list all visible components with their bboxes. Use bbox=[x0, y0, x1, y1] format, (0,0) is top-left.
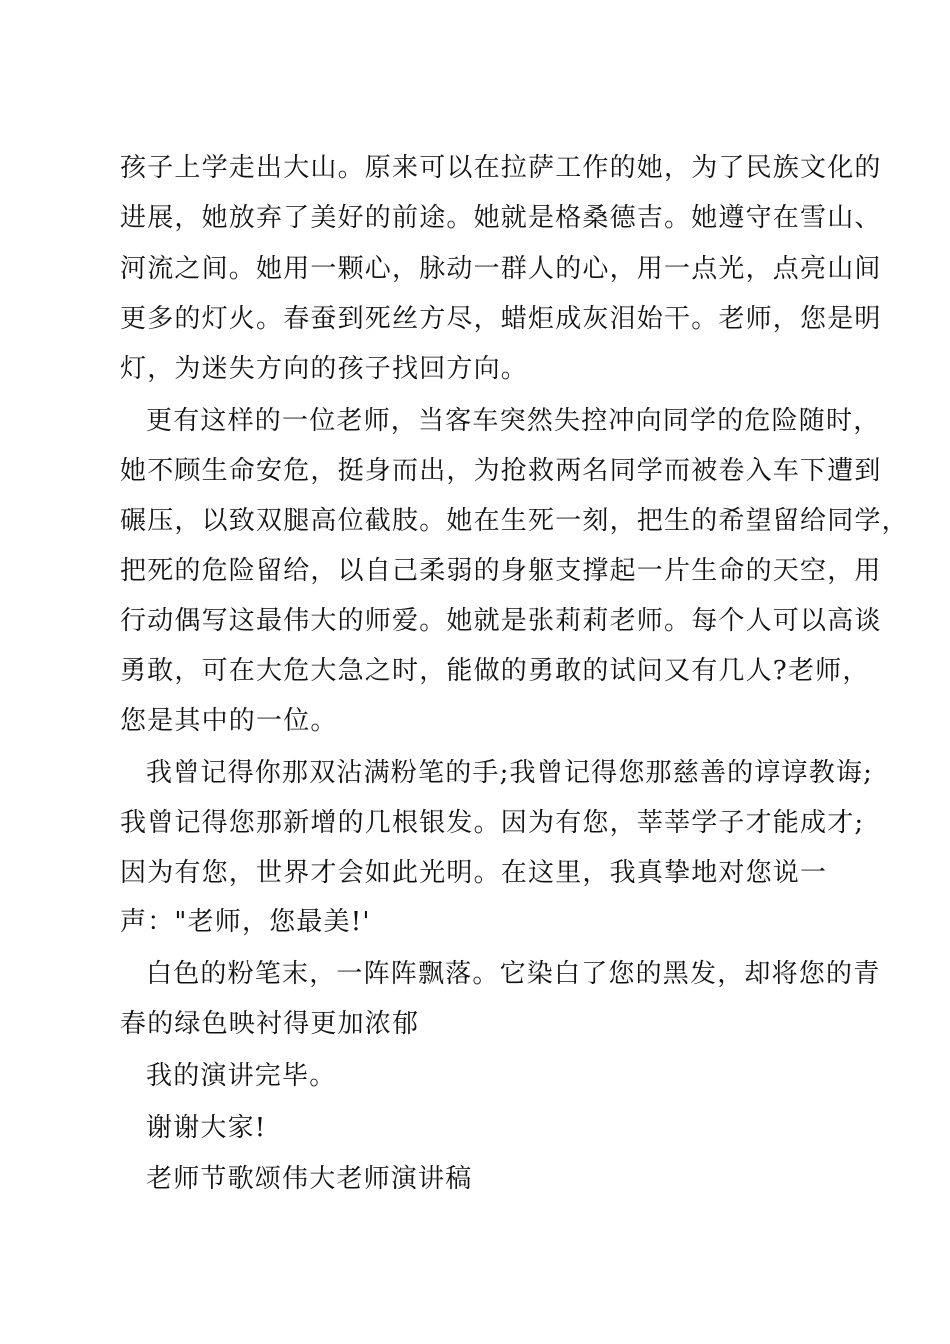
text-line: 灯，为迷失方向的孩子找回方向。 bbox=[120, 354, 529, 384]
text-line: 她不顾生命安危，挺身而出，为抢救两名同学而被卷入车下遭到 bbox=[120, 456, 882, 486]
paragraph-first-line: 白色的粉笔末，一阵阵飘落。它染白了您的黑发，却将您的青 bbox=[146, 959, 881, 989]
text-line: 孩子上学走出大山。原来可以在拉萨工作的她，为了民族文化的 bbox=[120, 153, 882, 183]
text-line: 声："老师，您最美!' bbox=[120, 907, 371, 937]
closing-line: 我的演讲完毕。 bbox=[146, 1061, 337, 1091]
text-line: 河流之间。她用一颗心，脉动一群人的心，用一点光，点亮山间 bbox=[120, 254, 882, 284]
text-line: 您是其中的一位。 bbox=[120, 706, 338, 736]
text-line: 勇敢，可在大危大急之时，能做的勇敢的试问又有几人?老师， bbox=[120, 656, 870, 686]
text-line: 因为有您，世界才会如此光明。在这里，我真挚地对您说一 bbox=[120, 858, 828, 888]
paragraph-first-line: 我曾记得你那双沾满粉笔的手;我曾记得您那慈善的谆谆教诲; bbox=[146, 758, 874, 788]
text-line: 进展，她放弃了美好的前途。她就是格桑德吉。她遵守在雪山、 bbox=[120, 203, 882, 233]
text-line: 春的绿色映衬得更加浓郁 bbox=[120, 1009, 420, 1039]
thanks-line: 谢谢大家! bbox=[146, 1113, 267, 1143]
text-line: 更多的灯火。春蚕到死丝方尽，蜡炬成灰泪始干。老师，您是明 bbox=[120, 304, 882, 334]
text-line: 行动偶写这最伟大的师爱。她就是张莉莉老师。每个人可以高谈 bbox=[120, 606, 882, 636]
text-line: 把死的危险留给，以自己柔弱的身躯支撑起一片生命的天空，用 bbox=[120, 556, 882, 586]
paragraph-first-line: 更有这样的一位老师，当客车突然失控冲向同学的危险随时， bbox=[146, 406, 881, 436]
section-title: 老师节歌颂伟大老师演讲稿 bbox=[146, 1164, 473, 1194]
text-line: 碾压，以致双腿高位截肢。她在生死一刻，把生的希望留给同学， bbox=[120, 506, 909, 536]
text-line: 我曾记得您那新增的几根银发。因为有您，莘莘学子才能成才; bbox=[120, 808, 865, 838]
